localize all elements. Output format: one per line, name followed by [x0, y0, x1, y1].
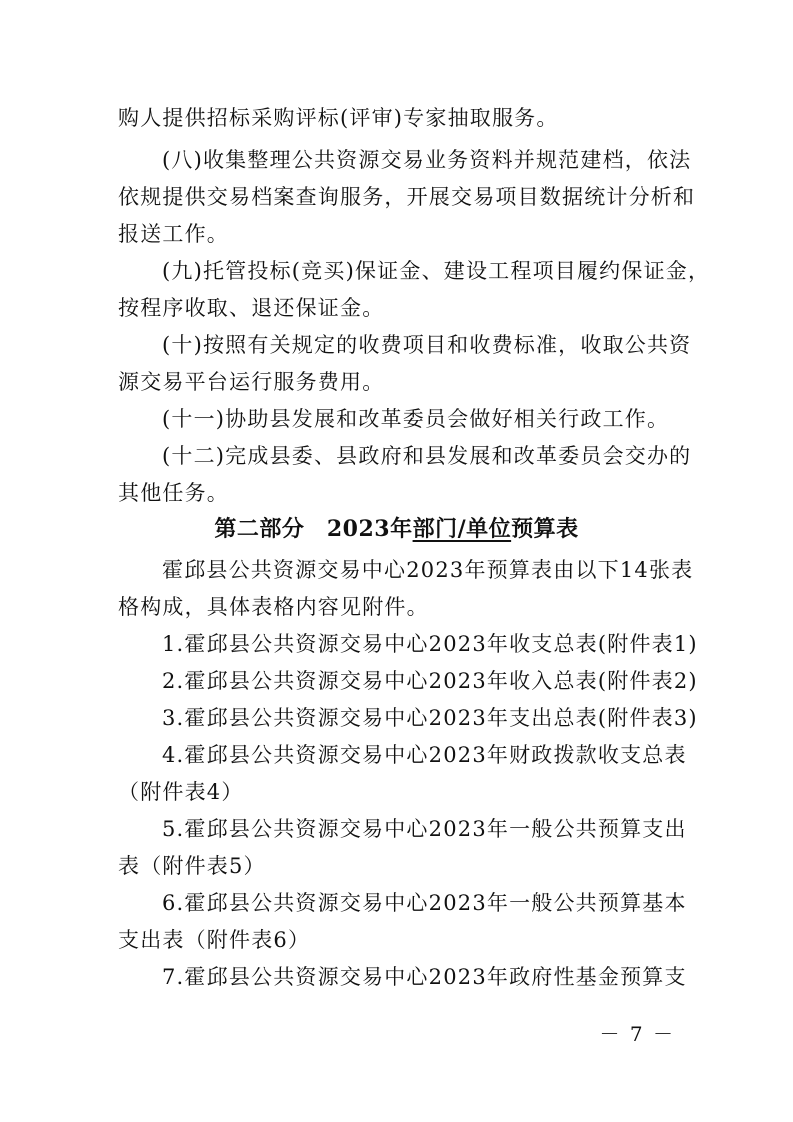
list-item: 3.霍邱县公共资源交易中心2023年支出总表(附件表3) [162, 706, 698, 730]
page-number: － 7 － [599, 1022, 675, 1046]
paragraph-line: (十)按照有关规定的收费项目和收费标准，收取公共资 [162, 333, 692, 357]
list-item: 5.霍邱县公共资源交易中心2023年一般公共预算支出 [162, 817, 687, 841]
list-item: 4.霍邱县公共资源交易中心2023年财政拨款收支总表 [162, 743, 687, 767]
paragraph-line: 依规提供交易档案查询服务，开展交易项目数据统计分析和 [118, 185, 696, 209]
paragraph-line: 其他任务。 [118, 481, 229, 505]
paragraph-line: 按程序收取、退还保证金。 [118, 296, 385, 320]
heading-prefix: 第二部分 2023年 [214, 516, 413, 542]
list-item-continuation: （附件表4） [118, 780, 244, 804]
paragraph-line: 购人提供招标采购评标(评审)专家抽取服务。 [118, 106, 559, 130]
paragraph-line: (十二)完成县委、县政府和县发展和改革委员会交办的 [162, 444, 692, 468]
list-item-continuation: 支出表（附件表6） [118, 928, 311, 952]
paragraph-line: 报送工作。 [118, 222, 229, 246]
heading-suffix: 预算表 [511, 516, 579, 542]
paragraph-line: (十一)协助县发展和改革委员会做好相关行政工作。 [162, 407, 670, 431]
paragraph-line: (九)托管投标(竞买)保证金、建设工程项目履约保证金， [162, 259, 711, 283]
paragraph-line: (八)收集整理公共资源交易业务资料并规范建档，依法 [162, 148, 692, 172]
paragraph-line: 源交易平台运行服务费用。 [118, 370, 385, 394]
heading-underlined: 部门/单位 [412, 516, 512, 542]
body-line: 霍邱县公共资源交易中心2023年预算表由以下14张表 [162, 558, 694, 582]
body-line: 格构成，具体表格内容见附件。 [118, 595, 429, 619]
section-heading [0, 513, 793, 545]
list-item: 1.霍邱县公共资源交易中心2023年收支总表(附件表1) [162, 632, 698, 656]
list-item: 2.霍邱县公共资源交易中心2023年收入总表(附件表2) [162, 669, 698, 693]
list-item: 7.霍邱县公共资源交易中心2023年政府性基金预算支 [162, 965, 687, 989]
list-item: 6.霍邱县公共资源交易中心2023年一般公共预算基本 [162, 891, 687, 915]
list-item-continuation: 表（附件表5） [118, 854, 266, 878]
